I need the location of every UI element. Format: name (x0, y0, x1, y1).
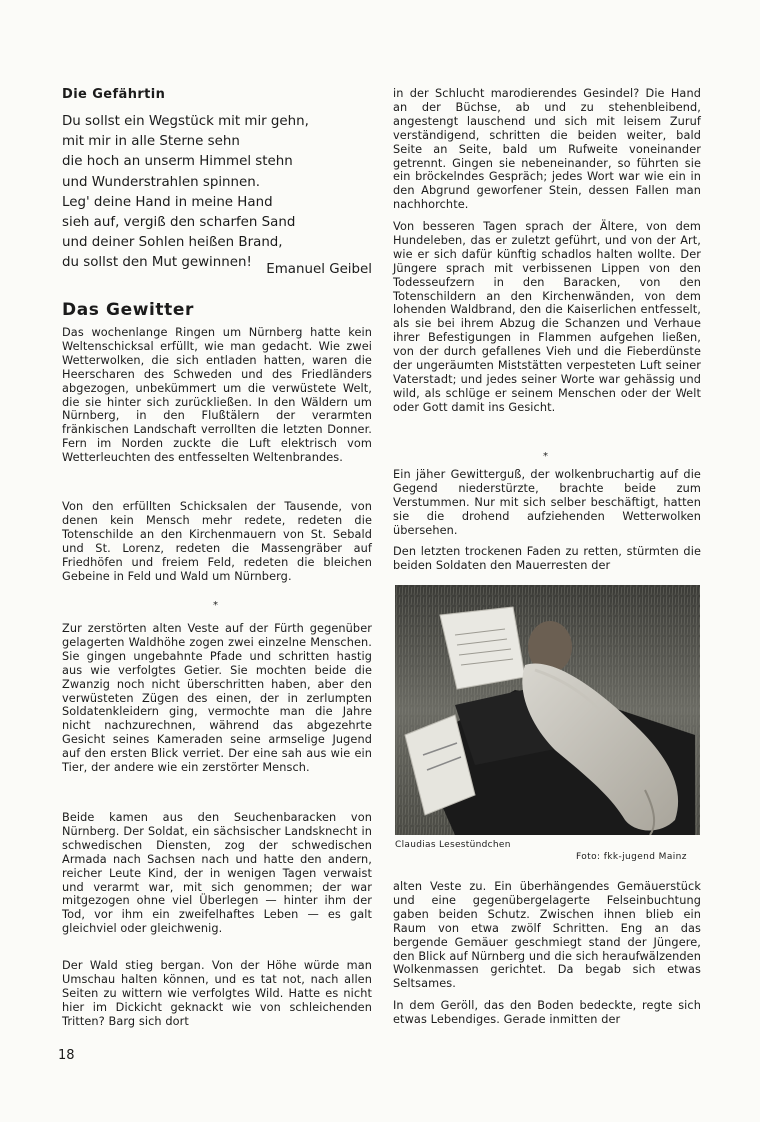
poem-line: und Wunderstrahlen spinnen. (62, 174, 260, 190)
story-title: Das Gewitter (62, 300, 195, 320)
story-paragraph: in der Schlucht marodierendes Gesindel? Die Hand an der Büchse, ab und zu stehenbleibend, angestengt lauschend und sich mit leisem Zuruf verständigend, schritten die beiden weiter, bald Seite an Seite, bald um Rufweite voneinander getrennt. Gingen sie nebeneinander, so führten sie ein bröckelndes Gespräch; jedes Wort war wie ein in den Abgrund geworfener Stein, dessen Fallen man nachhorchte. (393, 87, 701, 212)
story-paragraph: Der Wald stieg bergan. Von der Höhe würde man Umschau halten können, und es tat not, nach allen Seiten zu wittern wie verfolgtes Wild. Hatte es nicht hier im Dickicht geknackt wie von schleichenden Tritten? Barg sich dort (62, 959, 372, 1028)
poem-line: sieh auf, vergiß den scharfen Sand (62, 215, 296, 231)
page-number: 18 (58, 1048, 75, 1063)
poem-line: Du sollst ein Wegstück mit mir gehn, (62, 114, 309, 129)
story-paragraph: Von besseren Tagen sprach der Ältere, von dem Hundeleben, das er zuletzt geführt, und von der Art, wie er sich dafür künftig schadlos halten wollte. Der Jüngere sprach mit verbissenen Lippen von den Todesseufzern in den Baracken, von den Totenschildern an den Kirchenwänden, von dem lohenden Waldbrand, den die Kaiserlichen entfesselt, als sie bei ihrem Abzug die Schanzen und Verhaue ihrer Befestigungen in Flammen aufgehen ließen, von der durch gefallenes Vieh und die Fieberdünste der ungeräumten Miststätten verpesteten Luft seiner Vaterstadt; und jedes seiner Worte war gehässig und wild, als schlüge er seinem Menschen oder der Welt oder Gott damit ins Gesicht. (393, 220, 701, 414)
photo-credit: Foto: fkk-jugend Mainz (576, 852, 687, 862)
poem-line: mit mir in alle Sterne sehn (62, 134, 240, 150)
story-paragraph: Beide kamen aus den Seuchenbaracken von Nürnberg. Der Soldat, ein sächsischer Landsknecht in schwedischen Diensten, zog der schwedischen Armada nach Sachsen nach und hatte den andern, reicher Leute Kind, der in wenigen Tagen verwaist und verarmt war, mit sich genommen; der war mitgezogen ohne viel Überlegen — hinter ihm der Tod, vor ihm ein zweifelhaftes Leben — es galt gleichviel oder gleichwenig. (62, 811, 372, 936)
story-paragraph: Zur zerstörten alten Veste auf der Fürth gegenüber gelagerten Waldhöhe zogen zwei einzelne Menschen. Sie gingen ungebahnte Pfade und schritten hastig aus wie verfolgtes Getier. Sie mochten beide die Zwanzig noch nicht überschritten haben, aber den verwüsteten Zügen des einen, der in zerlumpten Soldatenkleidern ging, vermochte man die Jahre nicht nachzurechnen, während das abgezehrte Gesicht seines Kameraden seine armselige Jugend auf den ersten Blick verriet. Der eine sah aus wie ein Tier, der andere wie ein zerstörter Mensch. (62, 622, 372, 775)
photo (395, 585, 700, 835)
story-paragraph: Das wochenlange Ringen um Nürnberg hatte kein Weltenschicksal erfüllt, wie man gedacht. Wie zwei Wetterwolken, die sich entladen hatten, waren die Heerscharen des Schweden und des Friedländers abgezogen, unbekümmert um die verwüstete Welt, die sie hinter sich zurückließen. In den Wäldern um Nürnberg, in den Flußtälern der verarmten fränkischen Landschaft verrollten die letzten Donner. Fern im Norden zuckte die Luft elektrisch vom Wetterleuchten des entfesselten Weltenbrandes. (62, 326, 372, 465)
poem-text (62, 112, 372, 274)
poem-title: Die Gefährtin (62, 87, 166, 102)
photo-image (395, 585, 700, 835)
poem-line: und deiner Sohlen heißen Brand, (62, 235, 283, 251)
poem-line: die hoch an unserm Himmel stehn (62, 154, 293, 170)
section-separator: * (213, 600, 218, 611)
story-paragraph: Den letzten trockenen Faden zu retten, stürmten die beiden Soldaten den Mauerresten der (393, 545, 701, 572)
poem-author: Emanuel Geibel (266, 262, 372, 277)
story-paragraph: alten Veste zu. Ein überhängendes Gemäuerstück und eine gegenübergelagerte Felseinbuchtung gaben beiden Schutz. Zwischen ihnen blieb ein Raum von etwa zwölf Schritten. Eng an das bergende Gemäuer geschmiegt stand der Jüngere, den Blick auf Nürnberg und die sich heraufwälzenden Wolkenmassen gerichtet. Da begab sich etwas Seltsames. (393, 880, 701, 991)
poem-line: du sollst den Mut gewinnen! (62, 255, 252, 271)
story-paragraph: Von den erfüllten Schicksalen der Tausende, von denen kein Mensch mehr redete, redeten die Totenschilde an den Kirchenmauern von St. Sebald und St. Lorenz, redeten die Massengräber auf Friedhöfen und freiem Feld, redeten die bleichen Gebeine in Feld und Wald um Nürnberg. (62, 500, 372, 583)
story-paragraph: Ein jäher Gewitterguß, der wolkenbruchartig auf die Gegend niederstürzte, brachte beide zum Verstummen. Nur mit sich selber beschäftigt, hatten sie die drohend aufziehenden Wetterwolken übersehen. (393, 468, 701, 537)
photo-caption: Claudias Lesestündchen (395, 840, 511, 850)
story-paragraph: In dem Geröll, das den Boden bedeckte, regte sich etwas Lebendiges. Gerade inmitten der (393, 999, 701, 1026)
poem-line: Leg' deine Hand in meine Hand (62, 194, 273, 210)
section-separator: * (543, 451, 548, 462)
